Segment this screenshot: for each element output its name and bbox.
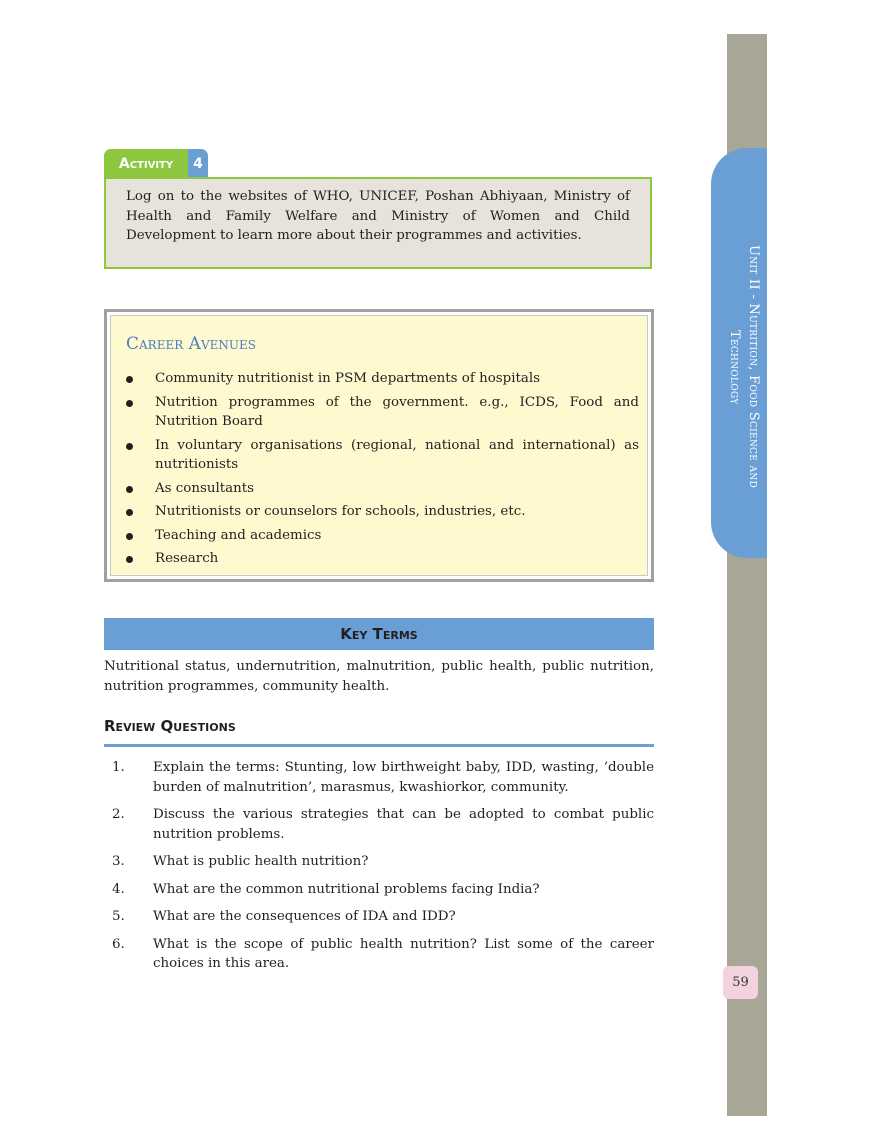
career-avenues-list [126,369,639,573]
question-item [104,880,654,900]
question-text: Discuss the various strategies that can be adopted to combat public nutrition problems. [153,807,654,842]
list-item [126,502,639,522]
bullet-icon [126,533,133,540]
review-questions-title: Review Questions [104,717,236,735]
list-item [126,526,639,546]
question-text: Explain the terms: Stunting, low birthweight baby, IDD, wasting, ‘double burden of malnutrition’, marasmus, kwashiorkor, community. [153,760,654,795]
activity-text: Log on to the websites of WHO, UNICEF, Poshan Abhiyaan, Ministry of Health and Family Welfare and Ministry of Women and Child Development to learn more about their programmes and activities. [126,189,630,243]
list-item-text: In voluntary organisations (regional, national and international) as nutritionists [155,437,639,472]
list-item-text: Nutritionists or counselors for schools, industries, etc. [155,504,526,519]
bullet-icon [126,400,133,407]
list-item-text: Nutrition programmes of the government. e.g., ICDS, Food and Nutrition Board [155,394,639,429]
bullet-icon [126,376,133,383]
activity-box [104,177,652,269]
question-text: What are the consequences of IDA and IDD? [153,909,456,924]
review-divider [104,744,654,747]
career-avenues-box [104,309,654,582]
question-number: 4. [112,881,125,897]
question-item [104,852,654,872]
page-number: 59 [723,966,758,999]
list-item [126,479,639,499]
question-number: 3. [112,854,125,869]
bullet-icon [126,486,133,493]
bullet-icon [126,509,133,516]
question-number: 5. [112,909,125,924]
question-item [104,935,654,974]
list-item [126,549,639,569]
career-avenues-inner [110,315,648,576]
list-item [126,369,639,389]
question-number: 2. [112,807,125,822]
bullet-icon [126,443,133,450]
question-text: What is the scope of public health nutrition? List some of the career choices in this area. [153,936,654,971]
question-number: 6. [112,936,125,952]
career-avenues-heading: Career Avenues [126,334,256,354]
activity-label: Activity [104,149,188,178]
question-text: What are the common nutritional problems facing India? [153,881,540,897]
question-item [104,758,654,797]
list-item-text: Research [155,551,219,566]
unit-label: Unit II - Nutrition, Food Science and Technology [727,245,761,489]
key-terms-text: Nutritional status, undernutrition, malnutrition, public health, public nutrition, nutrition programmes, community health. [104,659,654,694]
question-item [104,805,654,844]
list-item [126,393,639,432]
bullet-icon [126,556,133,563]
key-terms-bar [104,618,654,650]
question-number: 1. [112,760,125,775]
review-questions-list [104,758,654,982]
activity-number: 4 [188,149,208,178]
list-item-text: Community nutritionist in PSM departments of hospitals [155,371,541,386]
key-terms-title: Key Terms [340,625,418,643]
question-item [104,907,654,927]
list-item-text: Teaching and academics [155,527,322,543]
activity-tab [104,149,208,178]
list-item-text: As consultants [155,480,255,496]
list-item [126,436,639,475]
question-text: What is public health nutrition? [153,854,369,869]
